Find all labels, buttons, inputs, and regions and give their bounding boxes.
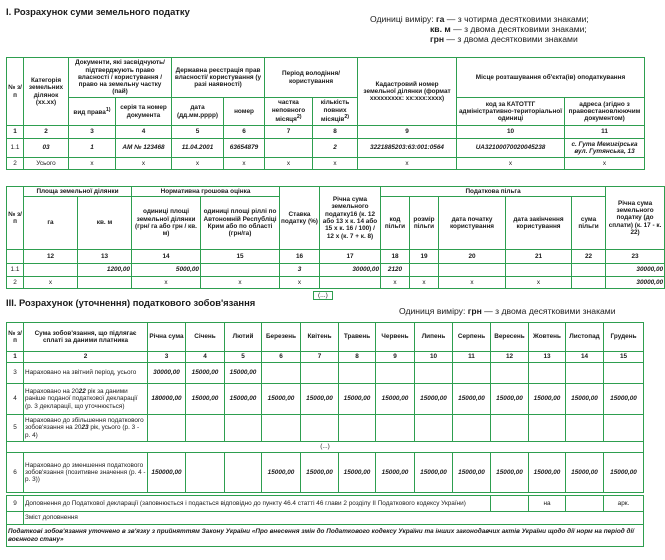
col-month: Лютий [225, 323, 262, 352]
cell: x [265, 158, 313, 170]
num-cell: 1 [7, 352, 24, 363]
cell: 15000,00 [376, 384, 415, 415]
col-end-date: дата закінчення користування [506, 197, 572, 250]
cell [453, 415, 491, 442]
cell [201, 264, 280, 277]
num-cell: 8 [313, 126, 358, 139]
cell [186, 453, 225, 493]
cell: 2 [313, 139, 358, 158]
row-label: Нараховано на 2022 рік за даними раніше поданої податкової декларації (р. 3 декларації, що уточнюється) [24, 384, 148, 415]
col-month: Липень [415, 323, 453, 352]
col-location: Місце розташування об'єкта(ів) оподаткування [457, 58, 645, 98]
cell [491, 415, 529, 442]
cell: x [172, 158, 224, 170]
row-label: Нараховано на звітний період, усього [24, 363, 148, 384]
cell: 3 [280, 264, 320, 277]
cell [339, 363, 376, 384]
row-3 [7, 363, 644, 384]
cell: 15000,00 [225, 363, 262, 384]
cell: 15000,00 [301, 384, 339, 415]
cell: x [506, 277, 572, 289]
col-full-months: кількість повних місяців$^{2)}$ [313, 98, 358, 126]
cell [439, 264, 506, 277]
col-no: № з/п [7, 323, 24, 352]
col-benefit-code: код пільги [381, 197, 410, 250]
col-category: Категорія земельних ділянок (хх.хх) [24, 58, 69, 126]
cell [415, 415, 453, 442]
cell: 30000,00 [148, 363, 186, 384]
units-block-3: Одиниця виміру: грн — з двома десятковими знаками [399, 306, 616, 316]
col-period: Період володіння/ користування [265, 58, 358, 98]
num-cell [7, 250, 24, 264]
cell: x [280, 277, 320, 289]
cell [572, 264, 606, 277]
cell: 3221885203:63:001:0564 [358, 139, 457, 158]
num-cell: 16 [280, 250, 320, 264]
cell: x [358, 158, 457, 170]
col-month: Червень [376, 323, 415, 352]
cell: 15000,00 [604, 453, 644, 493]
ellipsis-marker: (...) [313, 291, 333, 300]
cell: 1.1 [7, 139, 24, 158]
col-month: Січень [186, 323, 225, 352]
cell: 150000,00 [148, 453, 186, 493]
cell: 30000,00 [606, 264, 665, 277]
num-cell: 11 [565, 126, 645, 139]
cell: Усього [24, 158, 69, 170]
num-cell: 13 [78, 250, 132, 264]
num-cell: 5 [225, 352, 262, 363]
col-cadastral: Кадастровий номер земельної ділянки (формат ххххххххх: хх:ххх:хххх) [358, 58, 457, 126]
col-annual: Річна сума [148, 323, 186, 352]
liability-table [6, 322, 644, 547]
cell: x [116, 158, 172, 170]
cell: 15000,00 [186, 363, 225, 384]
num-cell: 20 [439, 250, 506, 264]
col-partial-month: частка неповного місяця$^{2)}$ [265, 98, 313, 126]
column-numbers-row [7, 126, 645, 139]
cell [320, 277, 381, 289]
column-numbers-row [7, 352, 644, 363]
num-cell: 17 [320, 250, 381, 264]
cell: 15000,00 [262, 384, 301, 415]
units-block-1 [370, 14, 646, 44]
num-cell: 3 [69, 126, 116, 139]
section-1-title: І. Розрахунок суми земельного податку [6, 6, 190, 17]
col-arable-valuation: одиниці площі ріллі по Автономній Республіці Крим або по області (грн/га) [201, 197, 280, 250]
col-katottg: код за КАТОТТГ адміністративно-територіальної одиниці [457, 98, 565, 126]
cell [376, 415, 415, 442]
row-10 [7, 512, 644, 525]
row-6 [7, 453, 644, 493]
cell [529, 415, 566, 442]
cell: x [132, 277, 201, 289]
row-9 [7, 496, 644, 512]
col-right-type: вид права$^{1)}$ [69, 98, 116, 126]
cell: 15000,00 [415, 453, 453, 493]
cell: 15000,00 [529, 384, 566, 415]
num-cell: 5 [172, 126, 224, 139]
col-rate: Ставка податку (%) [280, 187, 320, 250]
land-tax-table [6, 57, 645, 170]
cell: 2 [7, 158, 24, 170]
row-label: Нараховано до зменшення податкового зобов'язання (позитивне значення (р. 4 - р. 3)) [24, 453, 148, 493]
table-row [7, 139, 645, 158]
cell: 15000,00 [566, 384, 604, 415]
row-4 [7, 384, 644, 415]
table-row-total [7, 277, 665, 289]
num-cell: 3 [148, 352, 186, 363]
units-line: грн — з двома десятковими знаками [430, 34, 578, 44]
num-cell: 2 [24, 352, 148, 363]
cell [604, 363, 644, 384]
cell [376, 363, 415, 384]
num-cell: 4 [186, 352, 225, 363]
cell [339, 415, 376, 442]
note-row [7, 525, 644, 547]
num-cell: 18 [381, 250, 410, 264]
col-month: Квітень [301, 323, 339, 352]
col-month: Серпень [453, 323, 491, 352]
cell [262, 415, 301, 442]
cell [7, 512, 24, 525]
num-cell: 23 [606, 250, 665, 264]
cell [506, 264, 572, 277]
num-cell: 13 [529, 352, 566, 363]
cell: 5000,00 [132, 264, 201, 277]
row-5 [7, 415, 644, 442]
num-cell: 1 [7, 126, 24, 139]
cell: 15000,00 [604, 384, 644, 415]
cell: 15000,00 [491, 453, 529, 493]
num-cell: 19 [410, 250, 439, 264]
cell: 15000,00 [301, 453, 339, 493]
cell: 2120 [381, 264, 410, 277]
header-row [7, 323, 644, 352]
cell: x [565, 158, 645, 170]
cell: 30000,00 [606, 277, 665, 289]
col-valuation: Нормативна грошова оцінка [132, 187, 280, 197]
cell: x [410, 277, 439, 289]
cell: 15000,00 [186, 384, 225, 415]
cell: 63654879 [224, 139, 265, 158]
cell: 15000,00 [262, 453, 301, 493]
num-cell: 12 [24, 250, 78, 264]
col-benefit-size: розмір пільги [410, 197, 439, 250]
cell: 180000,00 [148, 384, 186, 415]
tax-amount-table [6, 186, 665, 289]
cell [491, 363, 529, 384]
col-benefit-sum: сума пільги [572, 197, 606, 250]
cell: 1 [69, 139, 116, 158]
col-no: № з/п [7, 187, 24, 250]
col-documents: Документи, які засвідчують/підтверджують право власності / користування / право на земельну частку (пай) [69, 58, 172, 98]
cell: 11.04.2001 [172, 139, 224, 158]
cell [78, 277, 132, 289]
cell: 03 [24, 139, 69, 158]
col-month: Вересень [491, 323, 529, 352]
col-month: Березень [262, 323, 301, 352]
col-annual-payable: Річна сума земельного податку (до сплати) (к. 17 - к. 22) [606, 187, 665, 250]
cell: 1.1 [7, 264, 24, 277]
cell: 30000,00 [320, 264, 381, 277]
ellipsis-marker: (...) [7, 442, 644, 453]
col-doc-number: серія та номер документа [116, 98, 172, 126]
cell: 15000,00 [566, 453, 604, 493]
col-month: Жовтень [529, 323, 566, 352]
cell: на [529, 496, 566, 512]
num-cell: 22 [572, 250, 606, 264]
cell [225, 453, 262, 493]
col-address: адреса (згідно з правовстановлюючим документом) [565, 98, 645, 126]
cell: 1200,00 [78, 264, 132, 277]
cell: 15000,00 [415, 384, 453, 415]
row-number: 5 [7, 415, 24, 442]
col-annual-tax: Річна сума земельного податку16 (к. 12 або 13 x к. 14 або 15 x к. 16 / 100) / 12 x (к. 7 + к. 8) [320, 187, 381, 250]
num-cell: 14 [132, 250, 201, 264]
num-cell: 6 [262, 352, 301, 363]
cell [415, 363, 453, 384]
col-area: Площа земельної ділянки [24, 187, 132, 197]
col-date: дата (дд.мм.рррр) [172, 98, 224, 126]
cell [566, 496, 604, 512]
units-line: кв. м — з двома десятковими знаками; [430, 24, 587, 34]
col-start-date: дата початку користування [439, 197, 506, 250]
num-cell: 12 [491, 352, 529, 363]
num-cell: 9 [376, 352, 415, 363]
cell [225, 415, 262, 442]
col-benefit: Податкова пільга [381, 187, 606, 197]
cell [566, 415, 604, 442]
row-number: 6 [7, 453, 24, 493]
cell: 15000,00 [491, 384, 529, 415]
cell [262, 363, 301, 384]
num-cell: 14 [566, 352, 604, 363]
cell [24, 264, 78, 277]
cell [491, 496, 529, 512]
cell: x [69, 158, 116, 170]
cell: арк. [604, 496, 644, 512]
cell: x [439, 277, 506, 289]
cell [148, 415, 186, 442]
cell: 15000,00 [339, 384, 376, 415]
cell [410, 264, 439, 277]
table-row [7, 264, 665, 277]
cell: 2 [7, 277, 24, 289]
cell: 15000,00 [453, 384, 491, 415]
cell [453, 363, 491, 384]
row-label: Нараховано до збільшення податкового зобов'язання на 2023 рік, усього (р. 3 - р. 4) [24, 415, 148, 442]
section-3-title: ІІІ. Розрахунок (уточнення) податкового зобов'язання [6, 297, 256, 308]
cell: UA32100070020045238 [457, 139, 565, 158]
num-cell: 9 [358, 126, 457, 139]
cell [186, 415, 225, 442]
num-cell: 21 [506, 250, 572, 264]
row-number: 9 [7, 496, 24, 512]
col-month: Грудень [604, 323, 644, 352]
num-cell: 8 [339, 352, 376, 363]
cell: 15000,00 [376, 453, 415, 493]
cell [265, 139, 313, 158]
col-liability: Сума зобов'язання, що підлягає сплаті за даними платника [24, 323, 148, 352]
num-cell: 10 [457, 126, 565, 139]
cell: АМ № 123468 [116, 139, 172, 158]
cell: x [313, 158, 358, 170]
cell: 15000,00 [529, 453, 566, 493]
num-cell: 10 [415, 352, 453, 363]
cell: 15000,00 [339, 453, 376, 493]
column-numbers-row [7, 250, 665, 264]
num-cell: 7 [265, 126, 313, 139]
cell: 15000,00 [225, 384, 262, 415]
ellipsis-row [7, 442, 644, 453]
row-number: 3 [7, 363, 24, 384]
col-ha: га [24, 197, 78, 250]
num-cell: 15 [201, 250, 280, 264]
col-unit-valuation: одиниці площі земельної ділянки (грн/ га або грн / кв. м) [132, 197, 201, 250]
cell: x [457, 158, 565, 170]
num-cell: 4 [116, 126, 172, 139]
cell [301, 415, 339, 442]
col-registration: Державна реєстрація прав власності/ користування (у разі наявності) [172, 58, 265, 98]
num-cell: 6 [224, 126, 265, 139]
cell: x [24, 277, 78, 289]
cell [572, 277, 606, 289]
table-row-total [7, 158, 645, 170]
col-month: Травень [339, 323, 376, 352]
cell: с. Гута Межигірська вул. Гутянська, 13 [565, 139, 645, 158]
amendment-note: Податкові зобов'язання уточнено в зв'язку з прийняттям Закону України «Про внесення змін до Податкового кодексу України та інших законодавчих актів України щодо дії норм на період дії воєнного стану» [7, 525, 644, 547]
col-reg-number: номер [224, 98, 265, 126]
cell: x [381, 277, 410, 289]
cell [301, 363, 339, 384]
row-label: Зміст доповнення [24, 512, 644, 525]
cell: 15000,00 [453, 453, 491, 493]
num-cell: 2 [24, 126, 69, 139]
cell: x [224, 158, 265, 170]
num-cell: 7 [301, 352, 339, 363]
col-sqm: кв. м [78, 197, 132, 250]
num-cell: 11 [453, 352, 491, 363]
col-month: Листопад [566, 323, 604, 352]
row-number: 4 [7, 384, 24, 415]
col-no: № з/п [7, 58, 24, 126]
num-cell: 15 [604, 352, 644, 363]
row-label: Доповнення до Податкової декларації (заповнюється і подається відповідно до пункту 46.4 статті 46 глави 2 розділу ІІ Податкового кодексу України) [24, 496, 491, 512]
cell [529, 363, 566, 384]
cell [604, 415, 644, 442]
cell: x [201, 277, 280, 289]
units-line: Одиниці виміру: га — з чотирма десятковими знаками; [370, 14, 589, 24]
cell [566, 363, 604, 384]
